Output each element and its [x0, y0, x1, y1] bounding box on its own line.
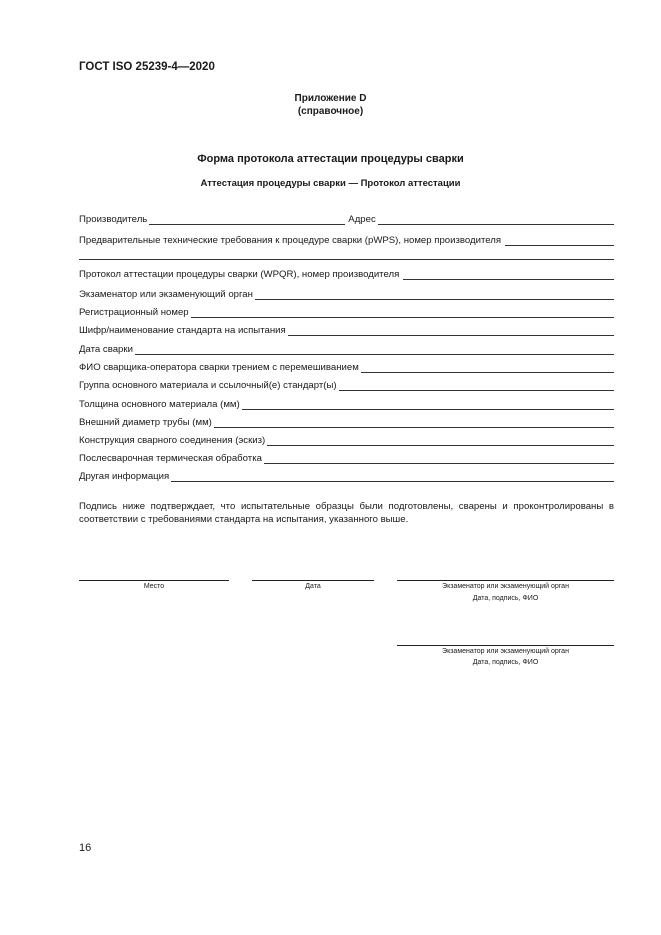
label-joint: Конструкция сварного соединения (эскиз)	[79, 435, 266, 446]
field-pwps[interactable]	[505, 236, 614, 246]
row-other	[79, 469, 614, 482]
field-other[interactable]	[171, 472, 614, 482]
label-heat-treatment: Послесварочная термическая обработка	[79, 453, 262, 464]
label-material-group: Группа основного материала и ссылочный(е) стандарт(ы)	[79, 380, 337, 391]
label-pwps: Предварительные технические требования к процедуре сварки (pWPS), номер производителя	[79, 235, 502, 246]
label-standard: Шифр/наименование стандарта на испытания	[79, 325, 286, 336]
caption-examiner-1: Экзаменатор или экзаменующий орган	[442, 583, 569, 590]
row-manufacturer	[79, 212, 614, 225]
signature-line-place[interactable]	[79, 580, 229, 581]
field-heat-treatment[interactable]	[264, 454, 614, 464]
row-date	[79, 342, 614, 355]
field-diameter[interactable]	[214, 418, 614, 428]
label-operator: ФИО сварщика-оператора сварки трением с перемешиванием	[79, 362, 359, 373]
label-wpqr: Протокол аттестации процедуры сварки (WPQR), номер производителя	[79, 269, 400, 280]
caption-examiner-1-sub: Дата, подпись, ФИО	[472, 595, 539, 602]
row-registration	[79, 305, 614, 318]
page-number: 16	[79, 842, 92, 854]
label-manufacturer: Производитель	[79, 214, 148, 225]
row-wpqr	[79, 267, 614, 280]
row-examiner	[79, 287, 614, 300]
label-examiner: Экзаменатор или экзаменующий орган	[79, 289, 253, 300]
label-other: Другая информация	[79, 471, 170, 482]
field-address[interactable]	[378, 215, 614, 225]
signature-line-examiner-2[interactable]	[397, 645, 614, 646]
field-manufacturer[interactable]	[149, 215, 345, 225]
field-date[interactable]	[135, 345, 614, 355]
field-joint[interactable]	[267, 436, 614, 446]
field-thickness[interactable]	[242, 400, 614, 410]
label-thickness: Толщина основного материала (мм)	[79, 399, 240, 410]
field-registration[interactable]	[191, 308, 614, 318]
document-code: ГОСТ ISO 25239-4—2020	[79, 61, 215, 73]
signature-line-examiner-1[interactable]	[397, 580, 614, 581]
row-pwps	[79, 233, 614, 246]
field-wpqr[interactable]	[403, 270, 614, 280]
row-material-group	[79, 378, 614, 391]
row-diameter	[79, 415, 614, 428]
row-heat-treatment	[79, 451, 614, 464]
caption-examiner-2: Экзаменатор или экзаменующий орган	[442, 648, 569, 655]
signature-line-date[interactable]	[252, 580, 374, 581]
row-joint	[79, 433, 614, 446]
field-examiner[interactable]	[255, 290, 614, 300]
field-pwps-continuation[interactable]	[79, 259, 614, 260]
field-operator[interactable]	[361, 363, 614, 373]
form-title: Форма протокола аттестации процедуры сварки	[197, 153, 464, 165]
row-thickness	[79, 397, 614, 410]
field-material-group[interactable]	[339, 381, 614, 391]
row-standard	[79, 323, 614, 336]
label-registration: Регистрационный номер	[79, 307, 189, 318]
annex-title: Приложение D	[294, 93, 367, 104]
caption-place: Место	[143, 583, 165, 590]
caption-examiner-2-sub: Дата, подпись, ФИО	[472, 659, 539, 666]
row-operator	[79, 360, 614, 373]
annex-status: (справочное)	[297, 106, 364, 117]
field-standard[interactable]	[288, 326, 614, 336]
confirmation-statement: Подпись ниже подтверждает, что испытательные образцы были подготовлены, сварены и проконтролированы в соответствии с требованиями стандарта на испытания, указанного выше.	[79, 501, 614, 525]
label-diameter: Внешний диаметр трубы (мм)	[79, 417, 212, 428]
label-date: Дата сварки	[79, 344, 133, 355]
label-address: Адрес	[348, 214, 376, 225]
form-subtitle: Аттестация процедуры сварки — Протокол аттестации	[200, 178, 461, 189]
caption-date: Дата	[305, 583, 321, 590]
